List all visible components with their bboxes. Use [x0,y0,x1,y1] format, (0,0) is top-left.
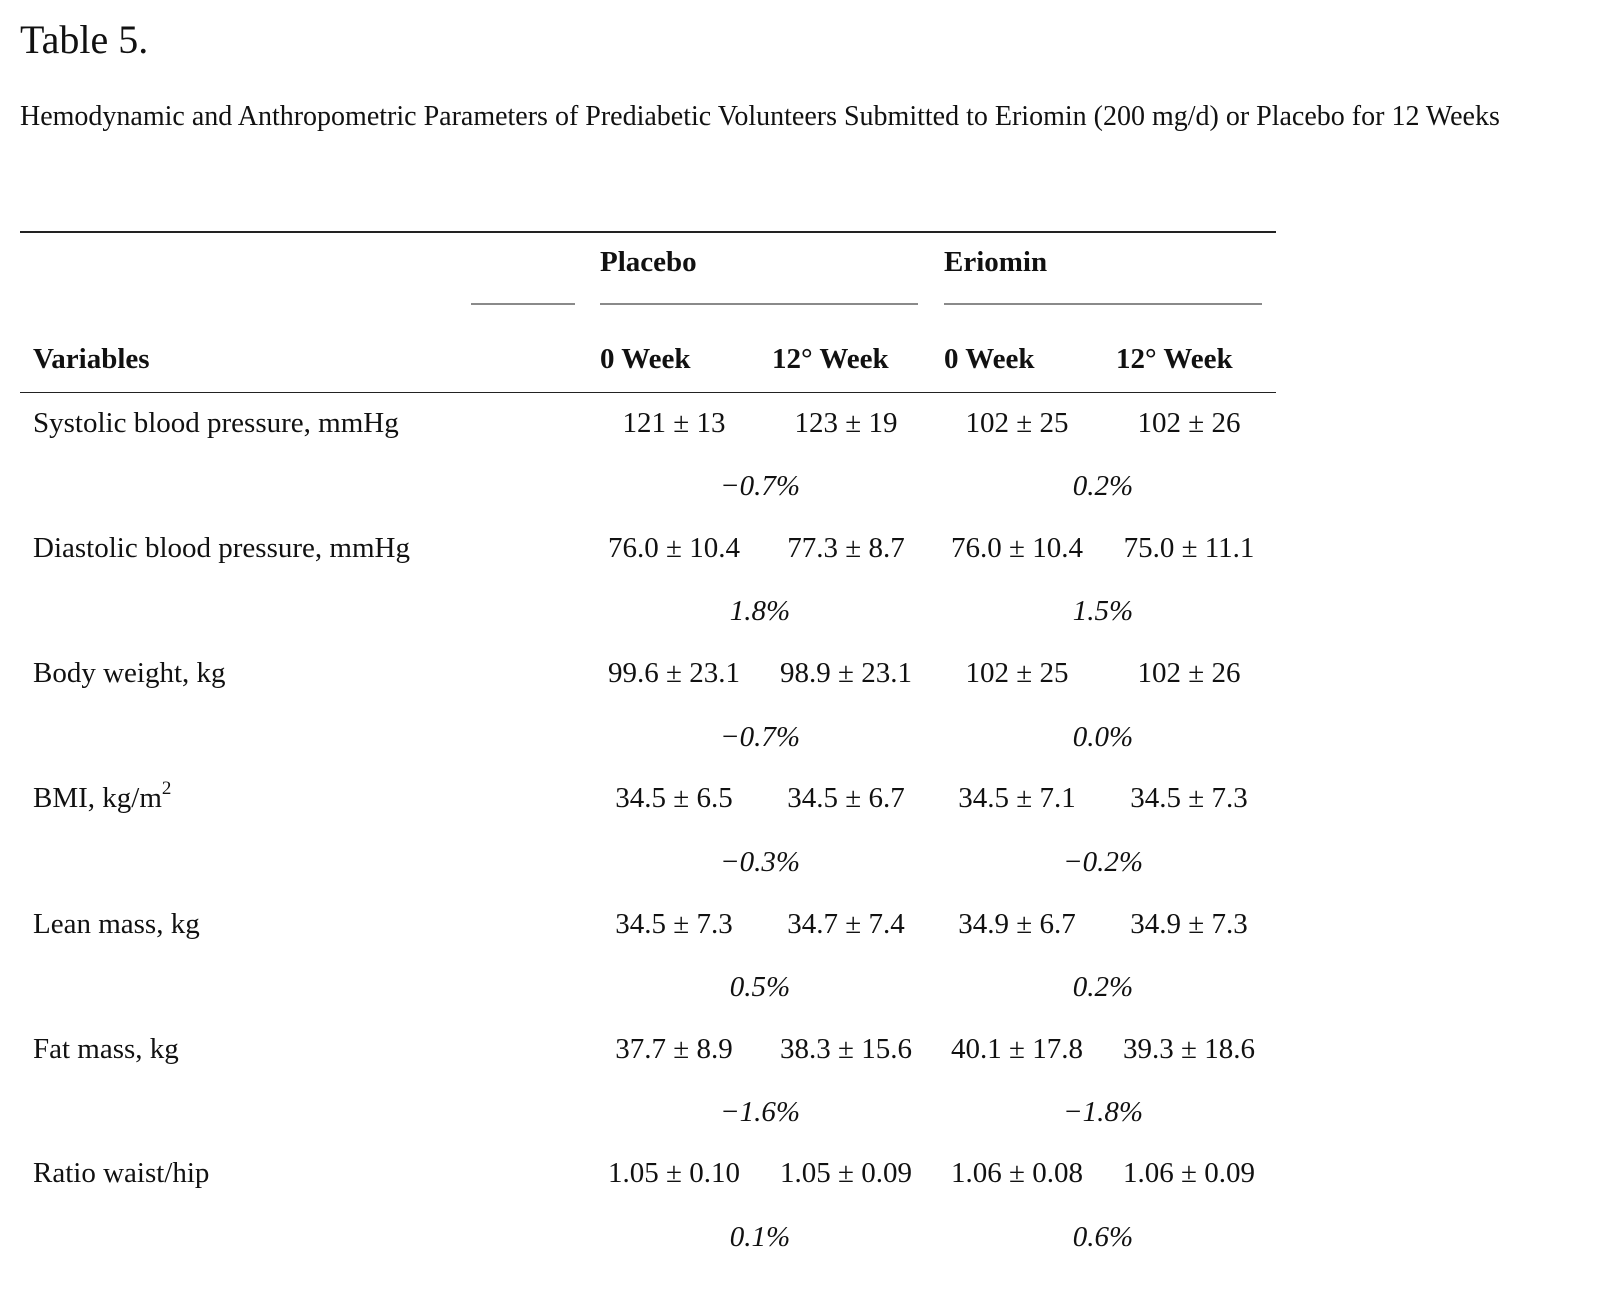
change-eriomin: 1.5% [1072,595,1134,627]
row-label: Body weight, kg [33,657,226,689]
cell-placebo-0-week: 99.6 ± 23.1 [608,657,740,689]
change-eriomin: 0.2% [1072,470,1134,502]
change-eriomin: −0.2% [1063,846,1143,878]
cell-eriomin-12-week: 39.3 ± 18.6 [1123,1033,1255,1065]
column-header-eriomin-0-week: 0 Week [944,343,1035,375]
group-header-placebo: Placebo [600,246,697,278]
cell-placebo-12-week: 98.9 ± 23.1 [780,657,912,689]
change-eriomin: 0.6% [1072,1221,1134,1253]
change-placebo: −0.3% [720,846,800,878]
cell-eriomin-12-week: 102 ± 26 [1137,407,1241,439]
cell-placebo-0-week: 121 ± 13 [622,407,726,439]
cell-eriomin-12-week: 75.0 ± 11.1 [1123,532,1255,564]
column-header-eriomin-12-week: 12° Week [1116,343,1233,375]
row-label [33,780,171,816]
cell-placebo-0-week: 34.5 ± 6.5 [615,782,733,814]
cell-placebo-12-week: 1.05 ± 0.09 [780,1157,912,1189]
row-label-text: BMI, kg/m [33,782,162,814]
change-placebo: −0.7% [720,721,800,753]
cell-eriomin-0-week: 102 ± 25 [965,407,1069,439]
cell-placebo-0-week: 76.0 ± 10.4 [608,532,740,564]
cell-placebo-12-week: 123 ± 19 [794,407,898,439]
row-label: Lean mass, kg [33,908,200,940]
table-caption: Hemodynamic and Anthropometric Parameters of Prediabetic Volunteers Submitted to Eriomin (200 mg/d) or Placebo for 12 Weeks [20,101,1500,132]
change-placebo: 0.1% [729,1221,791,1253]
row-label: Fat mass, kg [33,1033,179,1065]
cell-placebo-0-week: 37.7 ± 8.9 [615,1033,733,1065]
cell-eriomin-0-week: 1.06 ± 0.08 [951,1157,1083,1189]
change-eriomin: −1.8% [1063,1096,1143,1128]
column-header-placebo-12-week: 12° Week [772,343,889,375]
group-rule-eriomin [944,303,1262,305]
row-label-superscript: 2 [161,778,172,799]
change-placebo: −1.6% [720,1096,800,1128]
column-header-variables: Variables [33,343,150,375]
cell-placebo-12-week: 34.7 ± 7.4 [787,908,905,940]
table-label: Table 5. [20,17,149,62]
cell-placebo-12-week: 34.5 ± 6.7 [787,782,905,814]
change-eriomin: 0.2% [1072,971,1134,1003]
cell-eriomin-0-week: 34.9 ± 6.7 [958,908,1076,940]
column-header-placebo-0-week: 0 Week [600,343,691,375]
group-rule-placebo [600,303,918,305]
cell-eriomin-12-week: 34.9 ± 7.3 [1130,908,1248,940]
row-label: Ratio waist/hip [33,1157,210,1189]
top-rule [20,231,1276,233]
change-eriomin: 0.0% [1072,721,1134,753]
row-label: Diastolic blood pressure, mmHg [33,532,410,564]
cell-eriomin-12-week: 1.06 ± 0.09 [1123,1157,1255,1189]
cell-placebo-0-week: 1.05 ± 0.10 [608,1157,740,1189]
cell-eriomin-12-week: 102 ± 26 [1137,657,1241,689]
header-rule [20,392,1276,393]
row-label: Systolic blood pressure, mmHg [33,407,399,439]
cell-eriomin-12-week: 34.5 ± 7.3 [1130,782,1248,814]
cell-eriomin-0-week: 76.0 ± 10.4 [951,532,1083,564]
cell-eriomin-0-week: 102 ± 25 [965,657,1069,689]
cell-placebo-12-week: 77.3 ± 8.7 [787,532,905,564]
group-rule-blank [471,303,575,305]
change-placebo: −0.7% [720,470,800,502]
group-header-eriomin: Eriomin [944,246,1048,278]
cell-placebo-0-week: 34.5 ± 7.3 [615,908,733,940]
cell-eriomin-0-week: 40.1 ± 17.8 [951,1033,1083,1065]
cell-placebo-12-week: 38.3 ± 15.6 [780,1033,912,1065]
change-placebo: 0.5% [729,971,791,1003]
change-placebo: 1.8% [729,595,791,627]
cell-eriomin-0-week: 34.5 ± 7.1 [958,782,1076,814]
